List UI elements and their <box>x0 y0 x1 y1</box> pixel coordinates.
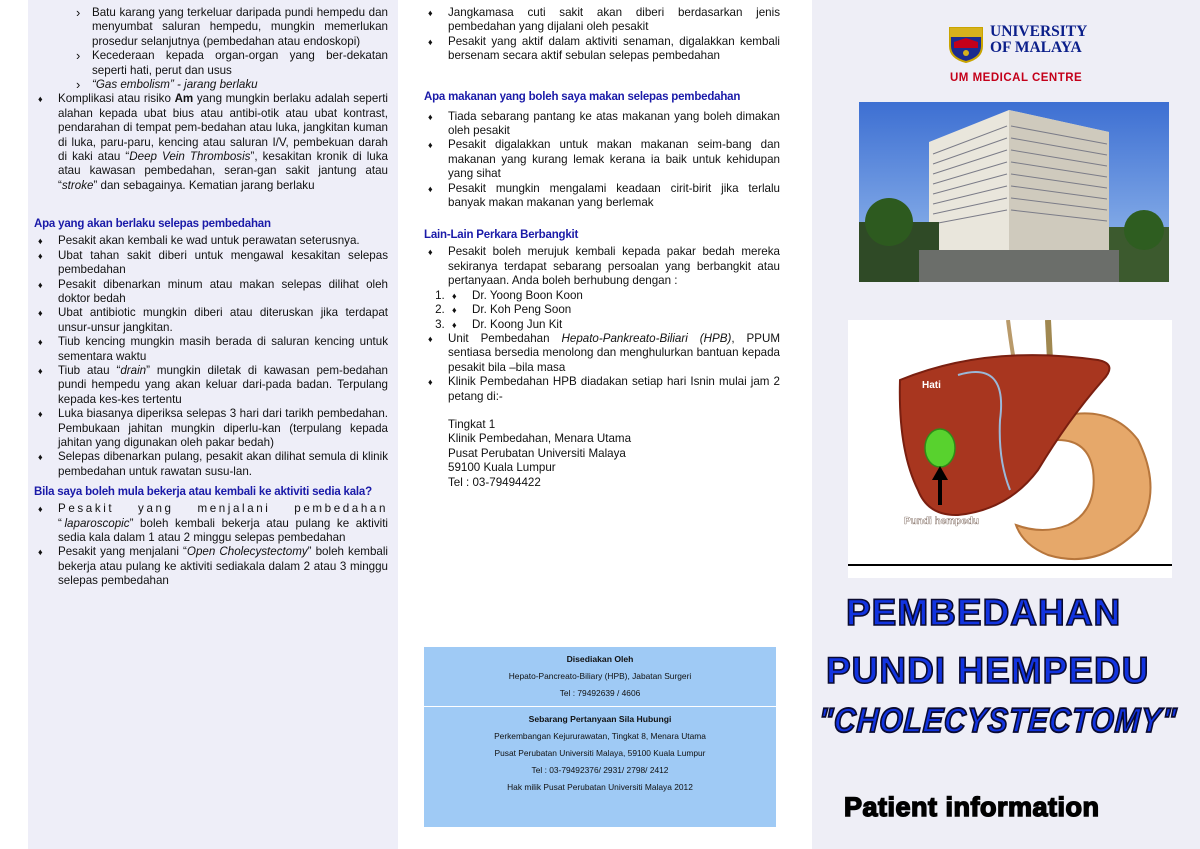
address-line: 59100 Kuala Lumpur <box>448 461 556 475</box>
text: Unit Pembedahan <box>448 331 562 345</box>
list-item: ♦ Pesakit yang aktif dalam aktiviti senaman, digalakkan kembali bersenam secara aktif sebulan selepas pembedahan <box>424 35 780 64</box>
list-item: ♦ Selepas dibenarkan pulang, pesakit akan dilihat semula di klinik pembedahan untuk rawatan susu-lan. <box>34 450 388 479</box>
italic-text: stroke <box>61 178 94 192</box>
list-item <box>34 545 388 588</box>
text: ” boleh kembali bekerja atau pulang ke aktiviti sediakala dalam 2 atau 3 minggu selepas pembedahan <box>58 545 389 588</box>
contact-info-box <box>424 647 776 827</box>
address-line: Tingkat 1 <box>448 417 496 431</box>
list-item <box>34 502 388 545</box>
gallbladder-anatomy-diagram <box>848 320 1172 578</box>
university-crest-logo <box>946 24 986 64</box>
address-line: Pusat Perubatan Universiti Malaya <box>448 446 626 460</box>
text: ” boleh kembali bekerja atau pulang ke aktiviti sedia kala dalam 1 atau 2 minggu selepas pembedahan <box>58 516 388 544</box>
other-list <box>424 245 780 403</box>
list-item: ♦ Pesakit mungkin mengalami keadaan cirit-birit jika terlalu banyak makan makanan yang berlemak <box>424 182 780 211</box>
list-item <box>424 245 780 331</box>
text: ”, kesakitan kronik di luka atau kawasan pembedahan, seran-gan sakit jantung atau “ <box>58 150 388 192</box>
divider <box>424 706 776 707</box>
food-list <box>424 110 780 211</box>
text: Pesakit boleh merujuk kembali kepada pakar bedah mereka sekiranya terdapat sebarang persoalan yang berbangkit atau pertanyaan. Anda boleh berhubung dengan : <box>448 245 780 288</box>
hospital-building-photo <box>859 102 1169 282</box>
italic-text: Hepato-Pankreato-Biliari (HPB) <box>561 331 732 345</box>
italic-text: drain <box>120 363 147 377</box>
info-line: Hak milik Pusat Perubatan Universiti Malaya 2012 <box>507 782 693 792</box>
text: ” dan sebagainya. Kematian jarang berlaku <box>93 178 315 192</box>
text: ” mungkin diletak di kawasan pem-bedahan pundi hempedu yang akan keluar dari-pada badan. Terpulang kepada kes-kes tertentu <box>58 363 388 406</box>
list-item: ♦ Pesakit digalakkan untuk makan makanan seim-bang dan makanan yang kurang lemak kerana ia baik untuk kehidupan yang sihat <box>424 138 780 181</box>
text: , PPUM sentiasa bersedia menolong dan menghulurkan bantuan kepada pesakit bila –bila masa <box>448 331 780 374</box>
label-liver: Hati <box>922 380 941 391</box>
text: Komplikasi atau risiko <box>58 92 175 106</box>
gas-embolism-text: “Gas embolism” - jarang berlaku <box>92 78 258 92</box>
address-line: Klinik Pembedahan, Menara Utama <box>448 432 632 446</box>
list-item: ♦ Luka biasanya diperiksa selepas 3 hari dari tarikh pembedahan. Pembukaan jahitan mungkin diperlu-kan (terpulang kepada jahitan yang digunakan oleh pakar bedah) <box>34 407 388 450</box>
complication-list <box>34 92 388 193</box>
info-line: Tel : 79492639 / 4606 <box>559 688 641 698</box>
heading-other-matters: Lain-Lain Perkara Berbangkit <box>424 229 579 242</box>
list-item: ♦ Ubat tahan sakit diberi untuk mengawal kesakitan selepas pembedahan <box>34 249 388 278</box>
list-item <box>76 78 388 92</box>
title-line-1: PEMBEDAHAN <box>846 592 1122 633</box>
italic-text: Open Cholecystectomy <box>186 545 308 559</box>
doctor-list <box>424 289 780 332</box>
info-line: Pusat Perubatan Universiti Malaya, 59100 Kuala Lumpur <box>494 748 706 758</box>
university-name <box>990 24 1087 56</box>
anatomy-illustration <box>848 320 1172 578</box>
title-line-3: "CHOLECYSTECTOMY" <box>817 702 1179 740</box>
panel-cover <box>812 0 1200 849</box>
heading-return-work: Bila saya boleh mula bekerja atau kembali ke aktiviti sedia kala? <box>34 486 372 499</box>
info-line: Perkembangan Kejururawatan, Tingkat 8, Menara Utama <box>494 731 706 741</box>
return-work-list <box>34 502 388 588</box>
list-item: ♦ Tiada sebarang pantang ke atas makanan yang boleh dimakan oleh pesakit <box>424 110 780 139</box>
list-item: ♦ Jangkamasa cuti sakit akan diberi berdasarkan jenis pembedahan yang dijalani oleh pesakit <box>424 6 780 35</box>
title-line-2: PUNDI HEMPEDU <box>826 650 1150 691</box>
doctor-name: ♦ 3. Dr. Koong Jun Kit <box>448 318 780 332</box>
heading-after-surgery: Apa yang akan berlaku selepas pembedahan <box>34 218 271 231</box>
list-item <box>34 92 388 193</box>
italic-text: Deep Vein Thrombosis <box>129 150 251 164</box>
text: Pesakit yang menjalani “ <box>58 545 187 559</box>
italic-text: laparoscopic <box>64 516 130 530</box>
label-gallbladder: Pundi hempedu <box>904 516 979 527</box>
bold-text: Am <box>174 92 194 106</box>
text: Pesakit yang menjalani pembedahan “ <box>58 502 388 530</box>
list-item: ♦ Klinik Pembedahan HPB diadakan setiap hari Isnin mulai jam 2 petang di:- <box>424 375 780 404</box>
text: yang mungkin berlaku adalah seperti alahan kepada ubat bius atau antibi-otik atau ubat kontrast, pendarahan di tempat pem-bedahan atau luka, jangkitan kuman di luka, paru-paru, kencing atau saluran I/V, pembekuan darah di kaki atau “ <box>58 92 388 164</box>
list-item: › Kecederaan kepada organ-organ yang ber-dekatan seperti hati, perut dan usus <box>76 49 388 78</box>
medical-centre-name: UM MEDICAL CENTRE <box>950 72 1083 84</box>
contact-heading: Sebarang Pertanyaan Sila Hubungi <box>528 714 672 724</box>
leave-list <box>424 6 780 64</box>
list-item: ♦ Ubat antibiotic mungkin diberi atau diteruskan jika terdapat unsur-unsur jangkitan. <box>34 306 388 335</box>
panel-left <box>28 0 398 849</box>
doctor-name: ♦ 2. Dr. Koh Peng Soon <box>448 303 780 317</box>
list-item: › Batu karang yang terkeluar daripada pundi hempedu dan menyumbat saluran hempedu, mungkin memerlukan prosedur selanjutnya (pembedahan atau endoskopi) <box>76 6 388 49</box>
patient-information-label: Patient information <box>844 792 1100 822</box>
list-item <box>34 364 388 407</box>
text: Tiub atau “ <box>58 363 121 377</box>
list-item <box>424 332 780 375</box>
after-surgery-list <box>34 234 388 479</box>
clinic-address <box>448 418 780 490</box>
prepared-by-heading: Disediakan Oleh <box>566 654 634 664</box>
university-name-line2: OF MALAYA <box>990 39 1082 56</box>
info-line: Hepato-Pancreato-Biliary (HPB), Jabatan Surgeri <box>508 671 692 681</box>
label-stomach: Perut <box>1048 480 1074 491</box>
address-line: Tel : 03-79494422 <box>448 475 541 489</box>
heading-food: Apa makanan yang boleh saya makan selepas pembedahan <box>424 90 741 103</box>
list-item: ♦ Pesakit dibenarkan minum atau makan selepas dilihat oleh doktor bedah <box>34 278 388 307</box>
complication-sub-list <box>76 6 388 92</box>
list-item: ♦ Pesakit akan kembali ke wad untuk perawatan seterusnya. <box>34 234 388 248</box>
doctor-name: ♦ 1. Dr. Yoong Boon Koon <box>448 289 780 303</box>
info-line: Tel : 03-79492376/ 2931/ 2798/ 2412 <box>531 765 669 775</box>
university-name-line1: UNIVERSITY <box>990 23 1088 40</box>
list-item: ♦ Tiub kencing mungkin masih berada di saluran kencing untuk sementara waktu <box>34 335 388 364</box>
